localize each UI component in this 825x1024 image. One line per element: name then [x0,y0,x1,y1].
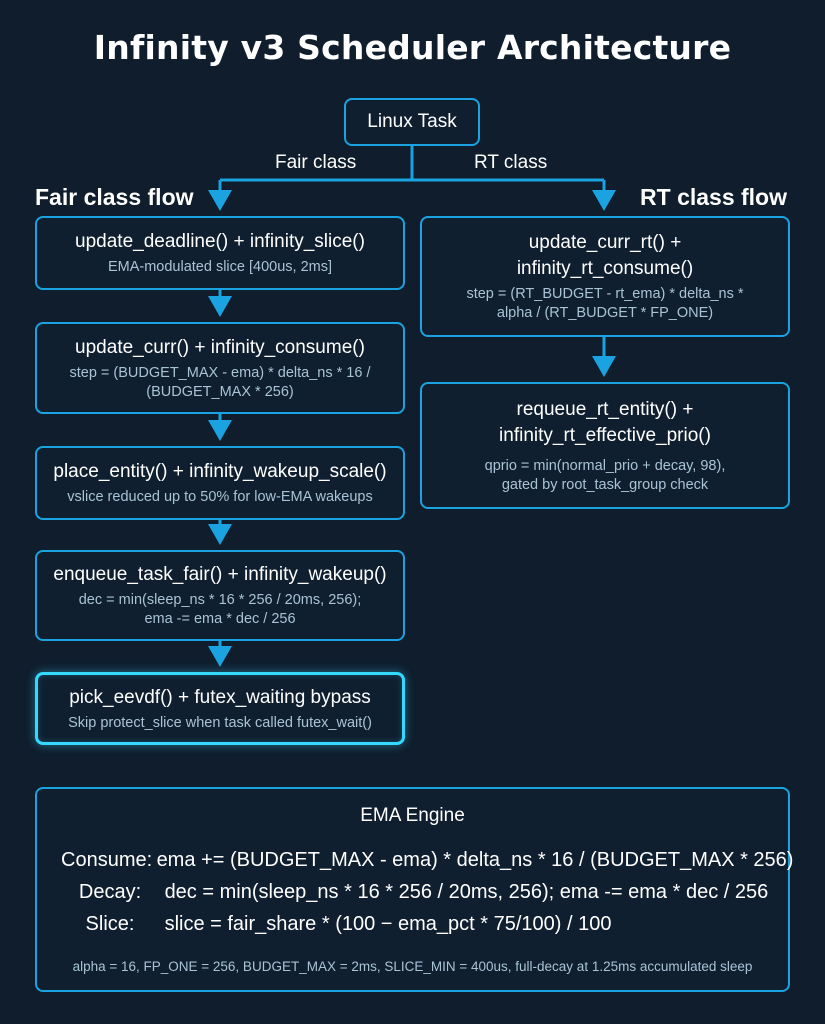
fair-node-update-curr [35,322,405,414]
ema-row-key: Decay: [78,881,142,903]
ema-row-formula: dec = min(sleep_ns * 16 * 256 / 20ms, 256); ema -= ema * dec / 256 [164,881,769,903]
ema-row-formula: slice = fair_share * (100 − ema_pct * 75/100) / 100 [164,913,612,935]
linux-task-node [344,98,480,146]
node-detail: ema -= ema * dec / 256 [144,611,296,627]
ema-row-decay [61,881,768,904]
node-function: requeue_rt_entity() + [516,398,694,420]
fair-flow-heading: Fair class flow [35,184,194,210]
node-detail: vslice reduced up to 50% for low-EMA wakeups [67,489,373,505]
node-function: infinity_rt_consume() [516,258,694,279]
ema-engine-panel [35,787,794,992]
ema-row-consume [61,849,793,872]
fair-node-enqueue-task [35,550,405,641]
rt-class-branch-label: RT class [474,152,548,173]
diagram-title: Infinity v3 Scheduler Architecture [93,28,732,67]
fair-node-place-entity [35,446,405,520]
node-detail: dec = min(sleep_ns * 16 * 256 / 20ms, 256); [78,592,362,608]
ema-engine-title: EMA Engine [360,805,465,826]
node-detail: Skip protect_slice when task called futex_wait() [68,714,372,731]
ema-row-formula: ema += (BUDGET_MAX - ema) * delta_ns * 16 / (BUDGET_MAX * 256) [156,849,794,871]
node-function: update_curr() + infinity_consume() [75,336,365,358]
node-detail: step = (RT_BUDGET - rt_ema) * delta_ns * [466,286,744,302]
ema-row-slice [61,913,612,936]
node-detail: step = (BUDGET_MAX - ema) * delta_ns * 16 / [69,364,371,381]
node-function: infinity_rt_effective_prio() [499,424,711,446]
node-detail: alpha / (RT_BUDGET * FP_ONE) [496,305,714,321]
node-function: update_deadline() + infinity_slice() [75,231,365,252]
rt-flow-heading: RT class flow [640,184,787,210]
node-detail: gated by root_task_group check [501,476,709,493]
ema-row-key: Consume: [61,849,153,871]
ema-engine-footnote: alpha = 16, FP_ONE = 256, BUDGET_MAX = 2ms, SLICE_MIN = 400us, full-decay at 1.25ms accumulated sleep [72,959,753,974]
node-detail: qprio = min(normal_prio + decay, 98), [484,457,726,474]
linux-task-label: Linux Task [367,111,457,132]
fair-node-pick-eevdf [35,672,405,745]
node-function: place_entity() + infinity_wakeup_scale() [53,461,387,482]
node-function: update_curr_rt() + [528,232,682,253]
node-function: pick_eevdf() + futex_waiting bypass [69,686,371,708]
node-detail: (BUDGET_MAX * 256) [146,383,294,400]
node-function: enqueue_task_fair() + infinity_wakeup() [53,564,387,585]
ema-row-key: Slice: [85,913,135,935]
node-detail: EMA-modulated slice [400us, 2ms] [107,259,333,275]
fair-class-branch-label: Fair class [275,152,357,173]
rt-node-requeue-rt-entity [420,382,790,509]
rt-node-update-curr-rt [420,216,790,337]
fair-node-update-deadline [35,216,405,290]
